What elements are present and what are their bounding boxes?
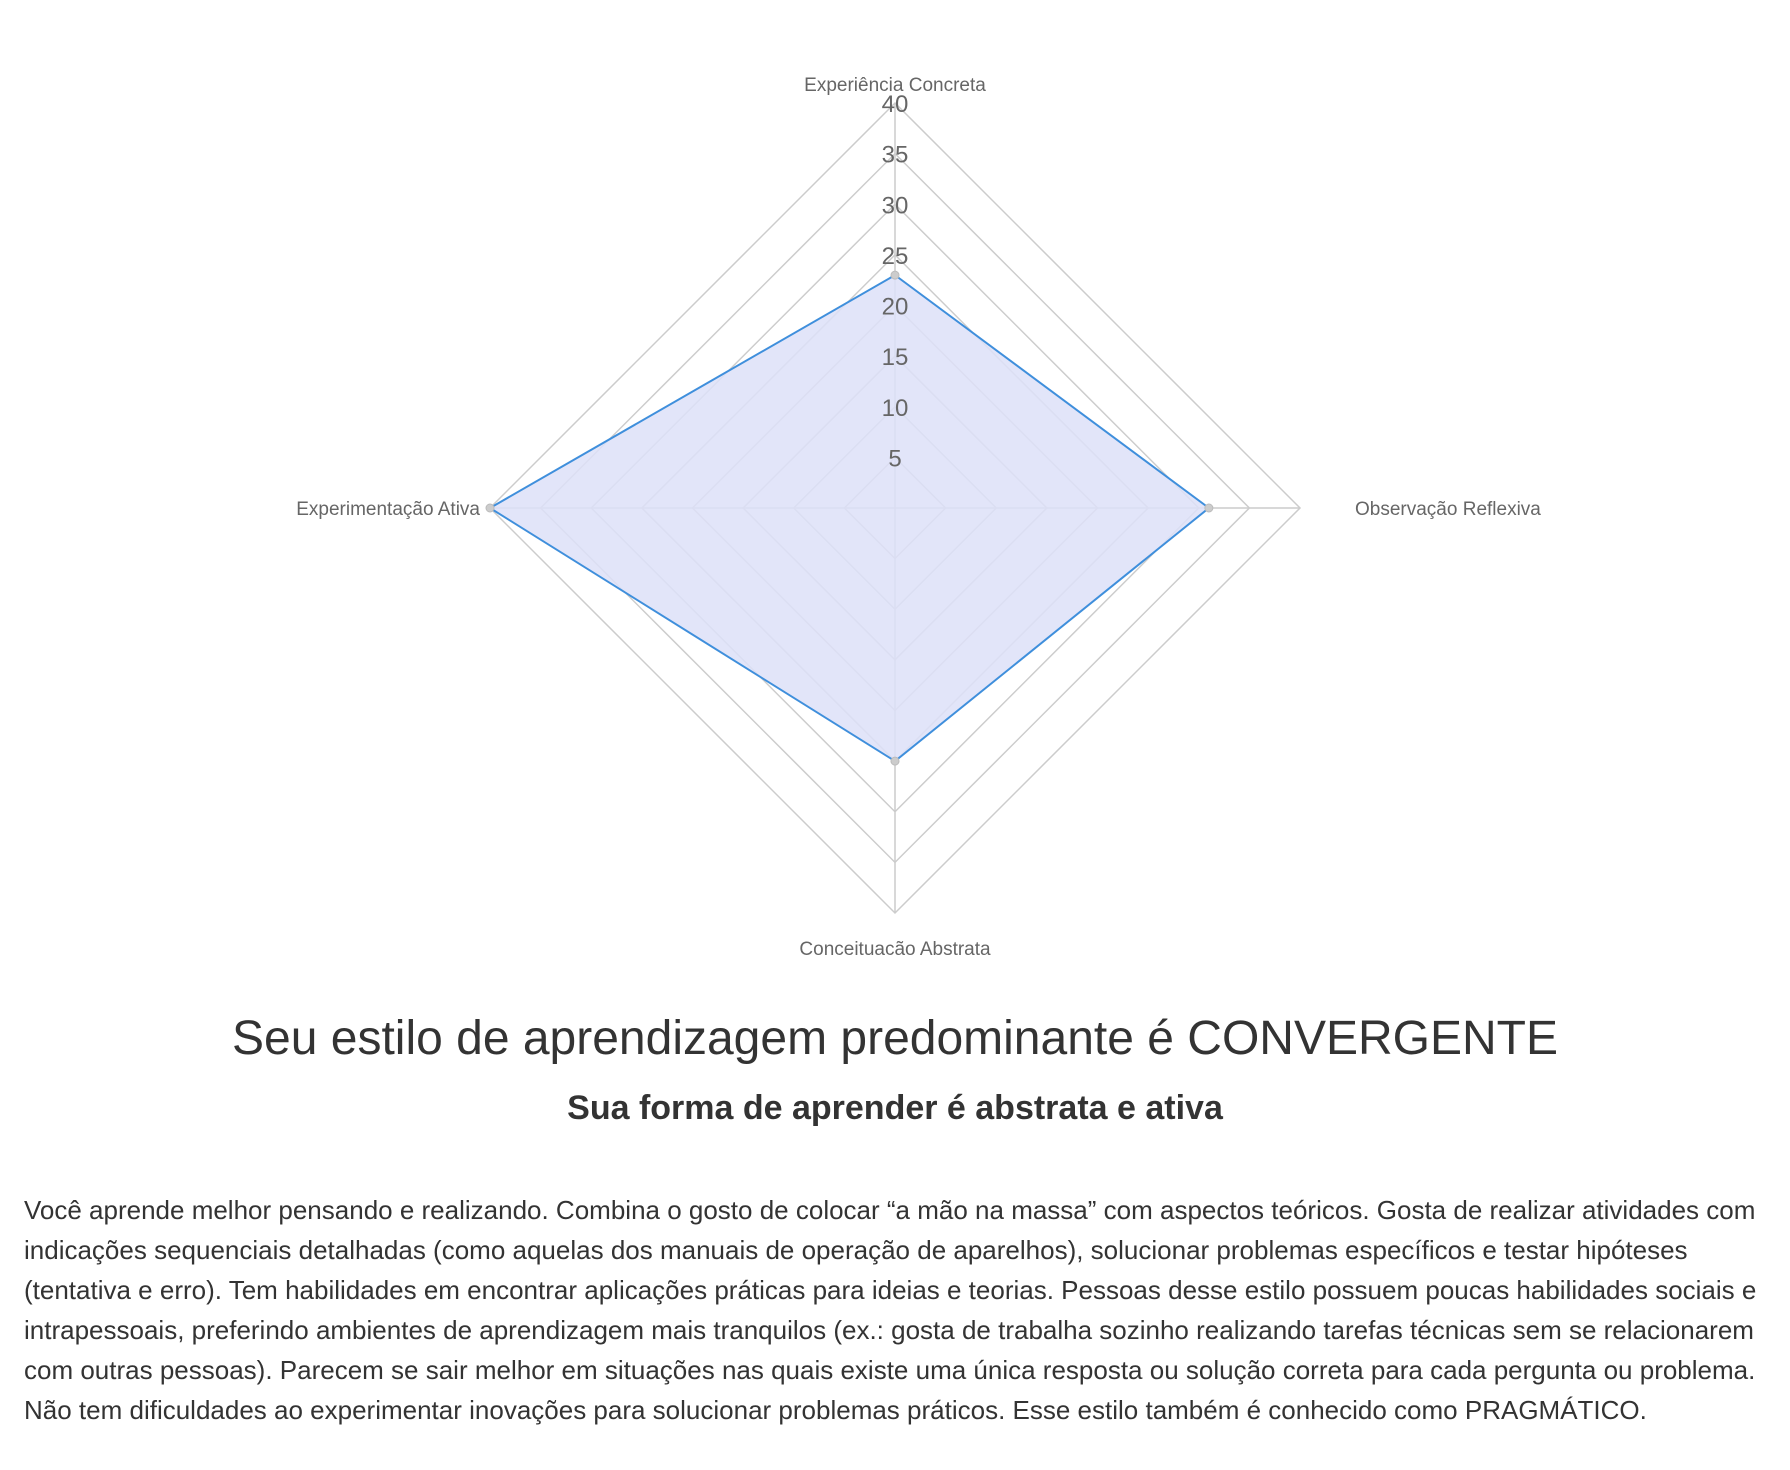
result-subtitle: Sua forma de aprender é abstrata e ativa [567,1089,1223,1127]
tick-label-30: 30 [881,192,909,220]
result-description: Você aprende melhor pensando e realizando. Combina o gosto de colocar “a mão na massa” com aspectos teóricos. Gosta de realizar atividades com indicações sequenciais detalhadas (como aquelas dos manuais de operação de aparelhos), solucionar problemas específicos e testar hipóteses (tentativa e erro). Tem habilidades em encontrar aplicações práticas para ideias e teorias. Pessoas desse estilo possuem poucas habilidades sociais e intrapessoais, preferindo ambientes de aprendizagem mais tranquilos (ex.: gosta de trabalha sozinho realizando tarefas técnicas sem se relacionarem com outras pessoas). Parecem se sair melhor em situações nas quais existe uma única resposta ou solução correta para cada pergunta ou problema. Não tem dificuldades ao experimentar inovações para solucionar problemas práticos. Esse estilo também é conhecido como PRAGMÁTICO. [24,1195,1757,1425]
data-series-area [490,275,1209,761]
data-point-1 [1205,504,1213,512]
tick-label-25: 25 [881,242,909,270]
axis-label-3: Experimentação Ativa [296,499,480,520]
data-point-2 [891,757,899,765]
data-point-3 [486,504,494,512]
data-point-0 [891,271,899,279]
axis-label-1: Observação Reflexiva [1355,499,1541,520]
tick-label-20: 20 [881,293,909,321]
tick-label-15: 15 [881,344,909,372]
tick-label-35: 35 [881,141,909,169]
tick-label-10: 10 [881,394,909,422]
tick-label-40: 40 [881,91,909,118]
axis-label-2: Conceituacão Abstrata [799,939,991,960]
result-title: Seu estilo de aprendizagem predominante é CONVERGENTE [232,1012,1558,1065]
tick-label-5: 5 [888,445,902,473]
axis-label-0: Experiência Concreta [804,75,986,96]
